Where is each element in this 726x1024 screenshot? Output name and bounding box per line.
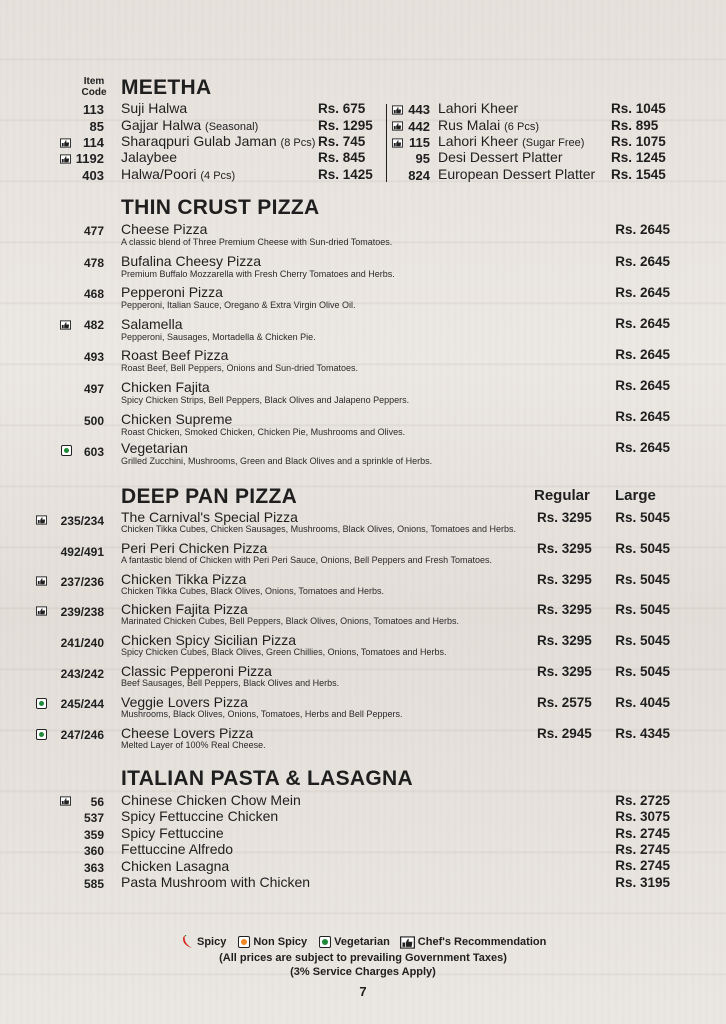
item-code: 239/238 xyxy=(60,605,104,619)
item-name: Peri Peri Chicken Pizza xyxy=(121,540,268,556)
item-code: 443 xyxy=(408,102,430,117)
item-name: Chicken Tikka Pizza xyxy=(121,571,247,587)
vegetarian-icon xyxy=(319,936,331,948)
item-price: Rs. 1045 xyxy=(611,101,666,116)
item-name-text: Gajjar Halwa xyxy=(121,117,202,133)
item-price: Rs. 3075 xyxy=(615,809,670,824)
item-name xyxy=(121,117,258,133)
legend-spicy-label: Spicy xyxy=(197,936,227,948)
item-name: Vegetarian xyxy=(121,440,188,456)
chefs-recommendation-icon xyxy=(392,121,403,131)
item-code: 237/236 xyxy=(60,575,104,589)
item-price: Rs. 2645 xyxy=(615,409,670,424)
item-price: Rs. 2745 xyxy=(615,842,670,857)
item-price: Rs. 1075 xyxy=(611,134,666,149)
item-code: 360 xyxy=(83,844,104,858)
item-name: The Carnival's Special Pizza xyxy=(121,509,298,525)
item-price: Rs. 745 xyxy=(318,134,366,149)
chefs-recommendation-icon xyxy=(400,936,415,949)
item-price-large: Rs. 4045 xyxy=(615,695,670,710)
chefs-recommendation-icon xyxy=(60,320,71,330)
item-price-regular: Rs. 2575 xyxy=(537,695,592,710)
item-code: 1192 xyxy=(75,151,104,166)
item-description: Chicken Tikka Cubes, Black Olives, Onions, Tomatoes and Herbs. xyxy=(121,586,384,596)
item-price: Rs. 2745 xyxy=(615,858,670,873)
vegetarian-icon xyxy=(36,729,47,740)
legend xyxy=(182,934,546,950)
item-code: 492/491 xyxy=(60,545,104,559)
item-name-text: Lahori Kheer xyxy=(438,133,519,149)
item-code: 235/234 xyxy=(60,514,104,528)
item-name xyxy=(121,100,187,116)
legend-vegetarian-label: Vegetarian xyxy=(334,936,390,948)
item-price: Rs. 675 xyxy=(318,101,366,116)
item-code: 363 xyxy=(83,861,104,875)
item-code: 477 xyxy=(83,224,104,238)
item-code-label-line2: Code xyxy=(81,87,107,98)
item-price-regular: Rs. 3295 xyxy=(537,572,592,587)
item-price-large: Rs. 5045 xyxy=(615,541,670,556)
item-name-text: Sharaqpuri Gulab Jaman xyxy=(121,133,277,149)
item-code: 497 xyxy=(83,382,104,396)
chefs-recommendation-icon xyxy=(60,154,71,164)
item-price: Rs. 845 xyxy=(318,150,366,165)
item-code: 537 xyxy=(83,811,104,825)
item-name: Bufalina Cheesy Pizza xyxy=(121,253,262,269)
item-code-label xyxy=(79,76,109,98)
item-note: (6 Pcs) xyxy=(504,121,539,133)
item-price-regular: Rs. 3295 xyxy=(537,510,592,525)
item-price-regular: Rs. 3295 xyxy=(537,633,592,648)
item-name: Chicken Supreme xyxy=(121,411,233,427)
item-price: Rs. 2645 xyxy=(615,378,670,393)
item-price-large: Rs. 5045 xyxy=(615,664,670,679)
item-price-large: Rs. 5045 xyxy=(615,633,670,648)
item-code: 468 xyxy=(83,287,104,301)
item-code: 442 xyxy=(408,119,430,134)
item-price: Rs. 1245 xyxy=(611,150,666,165)
item-code: 493 xyxy=(83,350,104,364)
item-description: Beef Sausages, Bell Peppers, Black Olives and Herbs. xyxy=(121,678,340,688)
item-name xyxy=(438,133,584,149)
item-price-regular: Rs. 3295 xyxy=(537,541,592,556)
item-code-label-line1: Item xyxy=(83,76,105,87)
item-code: 245/244 xyxy=(60,697,104,711)
legend-chefs-recommendation-label: Chef's Recommendation xyxy=(417,936,547,948)
item-code: 482 xyxy=(83,318,104,332)
item-description: Pepperoni, Italian Sauce, Oregano & Extra Virgin Olive Oil. xyxy=(121,300,356,310)
item-name xyxy=(438,117,539,133)
item-code: 115 xyxy=(409,135,430,150)
item-description: Roast Chicken, Smoked Chicken, Chicken Pie, Mushrooms and Olives. xyxy=(121,427,406,437)
item-name: European Dessert Platter xyxy=(438,166,596,182)
item-name-text: Suji Halwa xyxy=(121,100,188,116)
item-name: Chicken Fajita Pizza xyxy=(121,601,248,617)
item-description: Marinated Chicken Cubes, Bell Peppers, Black Olives, Onions, Tomatoes and Herbs. xyxy=(121,616,459,626)
item-code: 585 xyxy=(83,877,104,891)
item-code: 114 xyxy=(83,135,104,150)
item-name: Classic Pepperoni Pizza xyxy=(121,663,272,679)
item-price: Rs. 2725 xyxy=(615,793,670,808)
item-price-regular: Rs. 3295 xyxy=(537,664,592,679)
item-code: 247/246 xyxy=(60,728,104,742)
item-price-large: Rs. 5045 xyxy=(615,602,670,617)
item-name: Cheese Pizza xyxy=(121,221,208,237)
item-price: Rs. 2645 xyxy=(615,254,670,269)
item-price: Rs. 1295 xyxy=(318,118,373,133)
item-description: Spicy Chicken Cubes, Black Olives, Green Chillies, Onions, Tomatoes and Herbs. xyxy=(121,647,447,657)
item-code: 113 xyxy=(83,102,104,117)
item-note: (Sugar Free) xyxy=(522,137,585,149)
item-name: Desi Dessert Platter xyxy=(438,149,563,165)
item-name: Chicken Spicy Sicilian Pizza xyxy=(121,632,297,648)
item-name-text: Rus Malai xyxy=(438,117,501,133)
item-name: Roast Beef Pizza xyxy=(121,347,229,363)
item-name: Fettuccine Alfredo xyxy=(121,841,234,857)
vegetarian-icon xyxy=(36,698,47,709)
item-description: Pepperoni, Sausages, Mortadella & Chicken Pie. xyxy=(121,332,316,342)
item-name: Chinese Chicken Chow Mein xyxy=(121,792,301,808)
section-title-meetha: MEETHA xyxy=(121,76,212,99)
item-price-large: Rs. 5045 xyxy=(615,572,670,587)
taxes-note: (All prices are subject to prevailing Government Taxes) xyxy=(219,952,507,964)
chefs-recommendation-icon xyxy=(36,515,47,525)
item-price: Rs. 2645 xyxy=(615,347,670,362)
item-description: Spicy Chicken Strips, Bell Peppers, Black Olives and Jalapeno Peppers. xyxy=(121,395,410,405)
item-note: (8 Pcs) xyxy=(280,137,316,149)
item-name-text: Jalaybee xyxy=(121,149,178,165)
item-code: 241/240 xyxy=(60,636,104,650)
section-title-thin-crust: THIN CRUST PIZZA xyxy=(121,196,320,219)
item-name: Chicken Fajita xyxy=(121,379,210,395)
item-name xyxy=(121,166,235,182)
item-description: Melted Layer of 100% Real Cheese. xyxy=(121,740,266,750)
item-price: Rs. 3195 xyxy=(615,875,670,890)
item-name: Pasta Mushroom with Chicken xyxy=(121,874,311,890)
page-number: 7 xyxy=(359,984,367,999)
item-name-text: Halwa/Poori xyxy=(121,166,197,182)
item-description: Roast Beef, Bell Peppers, Onions and Sun-dried Tomatoes. xyxy=(121,363,358,373)
item-code: 478 xyxy=(83,256,104,270)
item-name: Pepperoni Pizza xyxy=(121,284,223,300)
item-code: 243/242 xyxy=(60,667,104,681)
item-description: Grilled Zucchini, Mushrooms, Green and Black Olives and a sprinkle of Herbs. xyxy=(121,456,433,466)
chili-icon xyxy=(182,935,194,949)
chefs-recommendation-icon xyxy=(60,138,71,148)
item-price-large: Rs. 4345 xyxy=(615,726,670,741)
item-name: Spicy Fettuccine xyxy=(121,825,224,841)
chefs-recommendation-icon xyxy=(36,576,47,586)
item-code: 403 xyxy=(82,168,104,183)
item-name xyxy=(121,149,177,165)
item-price: Rs. 2645 xyxy=(615,316,670,331)
item-code: 603 xyxy=(83,445,104,459)
section-title-deep-pan: DEEP PAN PIZZA xyxy=(121,485,298,508)
chefs-recommendation-icon xyxy=(392,138,403,148)
item-name: Salamella xyxy=(121,316,183,332)
item-price-regular: Rs. 3295 xyxy=(537,602,592,617)
item-description: Mushrooms, Black Olives, Onions, Tomatoes, Herbs and Bell Peppers. xyxy=(121,709,403,719)
non-spicy-icon xyxy=(238,936,250,948)
legend-non-spicy-label: Non Spicy xyxy=(253,936,308,948)
item-name: Veggie Lovers Pizza xyxy=(121,694,248,710)
item-price: Rs. 1545 xyxy=(611,167,666,182)
service-charge-note: (3% Service Charges Apply) xyxy=(290,966,436,978)
item-description: Chicken Tikka Cubes, Chicken Sausages, Mushrooms, Black Olives, Onions, Tomatoes and Herbs. xyxy=(121,524,517,534)
item-name: Chicken Lasagna xyxy=(121,858,230,874)
chefs-recommendation-icon xyxy=(60,796,71,806)
column-header-regular: Regular xyxy=(534,487,590,504)
item-name: Cheese Lovers Pizza xyxy=(121,725,254,741)
item-name: Lahori Kheer xyxy=(438,100,519,116)
item-price: Rs. 1425 xyxy=(318,167,373,182)
chefs-recommendation-icon xyxy=(392,105,403,115)
item-name: Spicy Fettuccine Chicken xyxy=(121,808,279,824)
item-code: 85 xyxy=(89,119,104,134)
section-title-pasta: ITALIAN PASTA & LASAGNA xyxy=(121,767,413,790)
item-code: 56 xyxy=(90,795,104,809)
item-note: (4 Pcs) xyxy=(200,170,236,182)
item-code: 359 xyxy=(83,828,104,842)
chefs-recommendation-icon xyxy=(36,606,47,616)
item-code: 824 xyxy=(408,168,430,183)
item-name xyxy=(121,133,315,149)
item-description: A fantastic blend of Chicken with Peri Peri Sauce, Onions, Bell Peppers and Fresh Tomatoes. xyxy=(121,555,493,565)
item-price: Rs. 2645 xyxy=(615,285,670,300)
item-price-large: Rs. 5045 xyxy=(615,510,670,525)
item-description: Premium Buffalo Mozzarella with Fresh Cherry Tomatoes and Herbs. xyxy=(121,269,395,279)
item-price-regular: Rs. 2945 xyxy=(537,726,592,741)
item-code: 95 xyxy=(415,151,430,166)
item-price: Rs. 2745 xyxy=(615,826,670,841)
item-price: Rs. 2645 xyxy=(615,440,670,455)
column-divider xyxy=(386,104,387,182)
item-code: 500 xyxy=(83,414,104,428)
item-description: A classic blend of Three Premium Cheese with Sun-dried Tomatoes. xyxy=(121,237,393,247)
column-header-large: Large xyxy=(615,487,656,504)
vegetarian-icon xyxy=(61,445,72,456)
item-price: Rs. 895 xyxy=(611,118,659,133)
item-price: Rs. 2645 xyxy=(615,222,670,237)
item-note: (Seasonal) xyxy=(205,121,259,133)
